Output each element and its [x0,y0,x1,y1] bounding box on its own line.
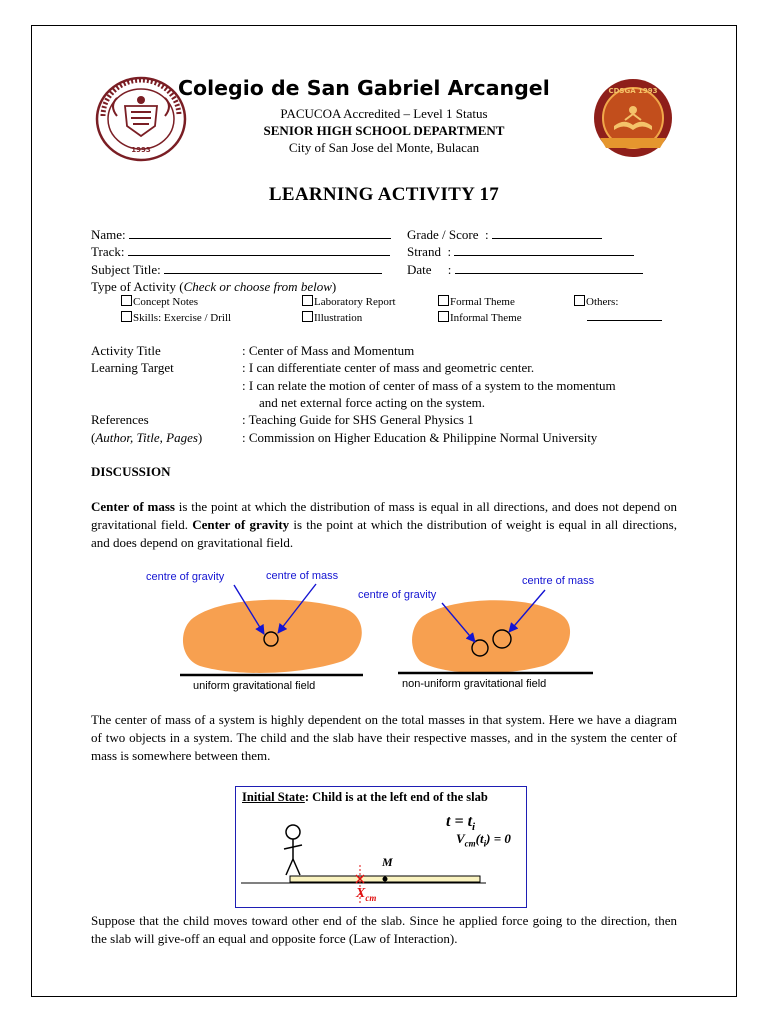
grade-colon: : [484,227,489,242]
track-blank[interactable] [128,244,390,256]
right-caption: non-uniform gravitational field [402,678,547,690]
name-field[interactable] [91,227,391,243]
xcm-sub: cm [365,892,377,903]
date-blank[interactable] [455,262,643,274]
discussion-paragraph-3 [91,912,677,948]
name-label: Name: [91,227,126,242]
type-label-text: Type of Activity ( [91,279,184,294]
grade-field[interactable] [407,227,602,243]
strand-colon: : [447,244,452,259]
grade-label: Grade / Score [407,227,479,242]
option-others[interactable] [574,295,618,308]
option-label: Laboratory Report [314,296,396,308]
subject-blank[interactable] [164,262,382,274]
p1-text-2: is the point at which the distribution of weight is equal in all directions, and does depend on gravitational field. [91,517,677,550]
activity-type-label [91,279,336,295]
checkbox-icon[interactable] [302,311,313,322]
seal-year: 1993 [131,146,151,154]
subject-label: Subject Title: [91,262,161,277]
option-label: Informal Theme [450,312,522,324]
strand-blank[interactable] [454,244,634,256]
references-value: : Teaching Guide for SHS General Physics 1 [242,412,474,427]
date-field[interactable] [407,262,643,278]
eq-v-rest: (t [475,831,484,846]
eq-v: V [456,831,465,846]
term-center-of-mass: Center of mass [91,499,175,514]
option-label: Skills: Exercise / Drill [133,312,232,324]
author-close: ) [197,430,203,445]
term-center-of-gravity: Center of gravity [192,517,290,532]
child-head-icon [286,825,300,839]
option-lab-report[interactable] [302,295,396,308]
option-illustration[interactable] [302,311,362,324]
strand-field[interactable] [407,244,634,260]
xcm-label [356,886,376,903]
author-italic: Author, Title, Pages [95,430,198,445]
learning-target-2a: : I can relate the motion of center of mass of a system to the momentum [242,378,616,393]
department-text: SENIOR HIGH SCHOOL DEPARTMENT [263,123,505,138]
xcm-x: X [356,886,366,901]
date-label: Date [407,262,432,277]
grade-blank[interactable] [492,227,602,239]
author-value: : Commission on Higher Education & Philippine Normal University [242,430,598,445]
eq-v-rest-sub: i [483,838,487,849]
eq-t-sub: i [472,821,476,834]
others-blank[interactable] [587,320,662,321]
strand-label: Strand [407,244,441,259]
option-skills[interactable] [121,311,231,324]
option-label: Others: [586,296,619,308]
option-label: Concept Notes [133,296,199,308]
p1-text-1: is the point at which the distribution of mass is equal in all directions, and does not depend on gravitational field. [91,499,677,532]
left-blob [183,600,362,673]
author-open: ( [91,430,96,445]
accreditation-text: PACUCOA Accredited – Level 1 Status [280,106,488,121]
eq-t: t = t [446,813,473,830]
option-formal-theme[interactable] [438,295,515,308]
checkbox-icon[interactable] [302,295,313,306]
option-informal-theme[interactable] [438,311,522,324]
checkbox-icon[interactable] [574,295,585,306]
learning-target-label: Learning Target [91,360,174,375]
subject-field[interactable] [91,262,382,278]
school-name: Colegio de San Gabriel Arcangel [178,76,550,100]
references-label: References [91,412,149,427]
checkbox-icon[interactable] [121,295,132,306]
mass-label: M [382,855,393,869]
option-concept-notes[interactable] [121,295,198,308]
date-colon: : [447,262,452,277]
p2-text: The center of mass of a system is highly dependent on the total masses in that system. Here we have a diagram of two objects in a system. The child and the slab have their respective masses, and in the system the center of mass is somewhere between them. [91,712,677,763]
discussion-paragraph-2 [91,711,677,765]
discussion-heading: DISCUSSION [91,464,171,479]
mass-center-dot [383,877,388,882]
option-label: Formal Theme [450,296,515,308]
left-caption: uniform gravitational field [193,680,316,692]
checkbox-icon[interactable] [438,311,449,322]
checkbox-icon[interactable] [438,295,449,306]
right-blob [412,600,570,673]
right-cog-label: centre of gravity [358,589,437,601]
seal-text: CDSGA 1993 [608,87,658,95]
type-close: ) [331,279,337,294]
track-field[interactable] [91,244,390,260]
learning-target-2b: and net external force acting on the system. [259,395,485,410]
eq-v-end: ) = 0 [486,831,511,846]
page-title: LEARNING ACTIVITY 17 [268,184,500,205]
name-blank[interactable] [129,227,391,239]
right-com-label: centre of mass [522,575,595,587]
slab-diagram [236,787,526,907]
figure-title-rest: : Child is at the left end of the slab [304,790,488,804]
type-hint: Check or choose from below [183,279,332,294]
left-cog-label: centre of gravity [146,571,225,583]
checkbox-icon[interactable] [121,311,132,322]
option-label: Illustration [314,312,363,324]
left-com-label: centre of mass [266,570,339,582]
initial-state-figure [235,786,527,908]
figure-title-underlined: Initial State [242,790,305,804]
activity-title-label: Activity Title [91,343,161,358]
activity-title-value: : Center of Mass and Momentum [242,343,415,358]
track-label: Track: [91,244,125,259]
learning-target-1: : I can differentiate center of mass and geometric center. [242,360,535,375]
author-label [91,430,202,446]
p3-text: Suppose that the child moves toward other end of the slab. Since he applied force going to the direction, then the slab will give-off an equal and opposite force (Law of Interaction). [91,913,677,946]
location-text: City of San Jose del Monte, Bulacan [288,140,480,155]
discussion-paragraph-1 [91,498,677,552]
eq-v-sub: cm [464,838,476,849]
